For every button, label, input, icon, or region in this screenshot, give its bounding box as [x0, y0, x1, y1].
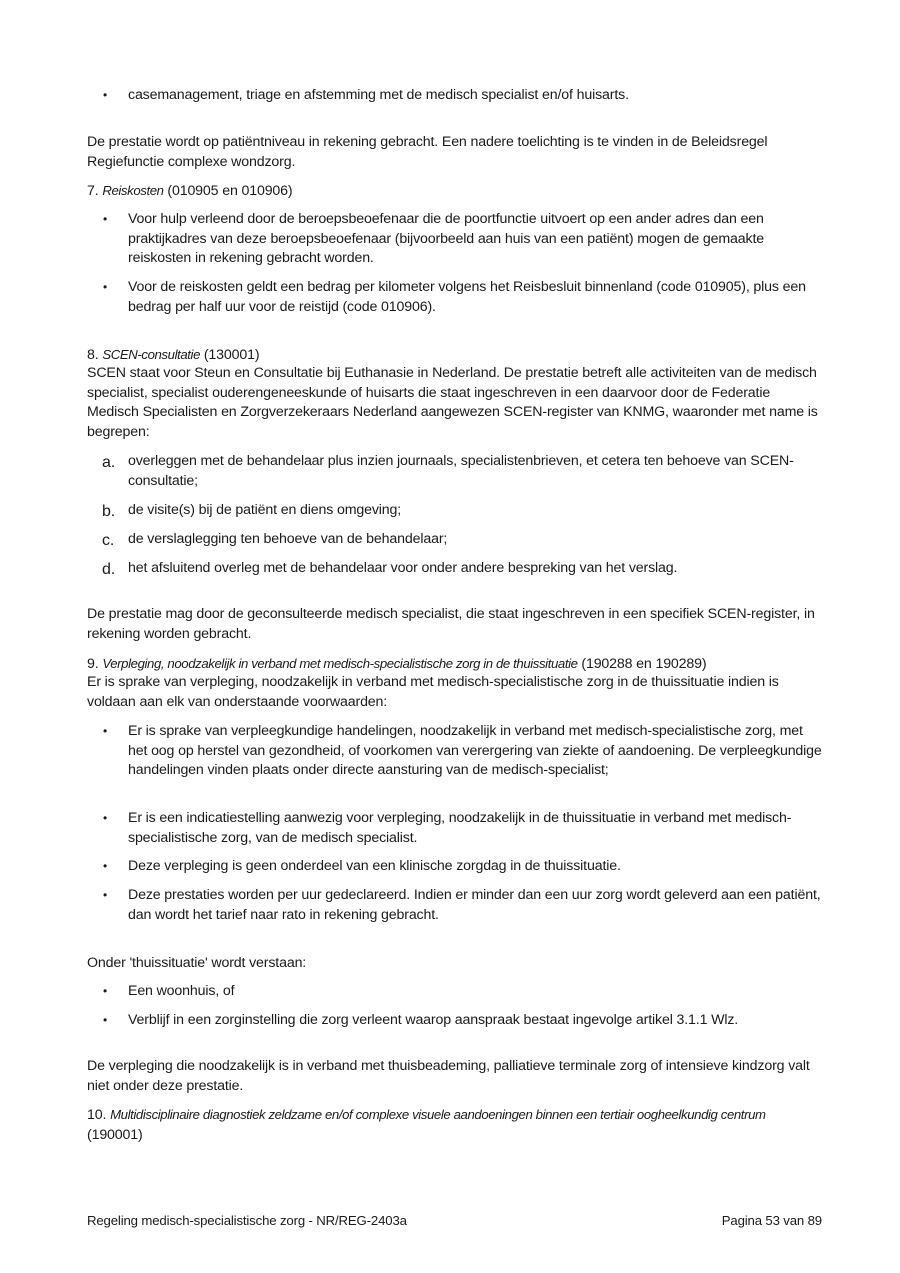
list-item: [87, 809, 822, 848]
section-number: 10.: [87, 1107, 107, 1123]
section-8-intro: SCEN staat voor Steun en Consultatie bij Euthanasie in Nederland. De prestatie betreft alle activiteiten van de medisch specialist, specialist ouderengeneeskunde of huisarts die staat ingeschreven in een daarvoor door de Federatie Medisch Specialisten en Zorgverzekeraars Nederland aangewezen SCEN-register van KNMG, waaronder met name is begrepen:: [87, 365, 818, 440]
list-item-text: Er is sprake van verpleegkundige handelingen, noodzakelijk in verband met medisch-specialistische zorg, met het oog op herstel van gezondheid, of voorkomen van verergering van ziekte of aandoening. De verpleegkundige handelingen vinden plaats onder directe aansturing van de medisch-specialist;: [128, 723, 822, 778]
section-title-prefix: SCEN-: [102, 347, 142, 362]
section-10-heading: [87, 1105, 822, 1145]
bullet-icon: •: [103, 88, 108, 102]
list-item-text: het afsluitend overleg met de behandelaar voor onder andere bespreking van het verslag.: [128, 560, 678, 576]
list-item-text: de visite(s) bij de patiënt en diens omgeving;: [128, 502, 402, 518]
section-8-heading: [87, 345, 822, 366]
bullet-icon: •: [103, 212, 108, 226]
bullet-icon: •: [103, 859, 108, 873]
list-item: [87, 982, 822, 1002]
list-marker: a.: [102, 454, 116, 471]
list-item: [87, 722, 822, 781]
list-item-text: Er is een indicatiestelling aanwezig voor verpleging, noodzakelijk in de thuissituatie in verband met medisch-specialistische zorg, van de medisch specialist.: [128, 810, 792, 846]
list-item-text: de verslaglegging ten behoeve van de behandelaar;: [128, 531, 448, 547]
bullet-icon: •: [103, 984, 108, 998]
section-9-heading: [87, 654, 822, 675]
section-title: Reiskosten: [102, 183, 164, 198]
section-codes: (190001): [87, 1126, 143, 1143]
bullet-icon: •: [103, 811, 108, 825]
list-item: [87, 1011, 822, 1031]
list-item: [87, 278, 822, 317]
list-marker: c.: [102, 532, 115, 549]
bullet-icon: •: [103, 1013, 108, 1027]
list-item: [87, 559, 822, 579]
bullet-icon: •: [103, 280, 108, 294]
list-item-text: Deze prestaties worden per uur gedeclareerd. Indien er minder dan een uur zorg wordt geleverd aan een patiënt, dan wordt het tarief naar rato in rekening gebracht.: [128, 887, 821, 923]
list-item: [87, 210, 822, 269]
section-number: 9.: [87, 656, 99, 672]
section-number: 7.: [87, 183, 99, 199]
section-title: consultatie: [141, 347, 201, 362]
list-marker: d.: [102, 561, 116, 578]
section-title: Verpleging, noodzakelijk in verband met medisch-specialistische zorg in de thuissituatie: [102, 656, 578, 671]
list-item-text: Voor de reiskosten geldt een bedrag per kilometer volgens het Reisbesluit binnenland (code 010905), plus een bedrag per half uur voor de reistijd (code 010906).: [128, 279, 806, 315]
list-item: [87, 452, 822, 491]
section-9-intro: Er is sprake van verpleging, noodzakelijk in verband met medisch-specialistische zorg in de thuissituatie indien is voldaan aan elk van onderstaande voorwaarden:: [87, 674, 779, 710]
list-item-text: overleggen met de behandelaar plus inzien journaals, specialistenbrieven, et cetera ten behoeve van SCEN-consultatie;: [128, 453, 794, 489]
footer-page-number: Pagina 53 van 89: [721, 1213, 822, 1228]
list-item-text: Deze verpleging is geen onderdeel van een klinische zorgdag in de thuissituatie.: [128, 858, 621, 874]
section-codes: (190288 en 190289): [581, 656, 707, 672]
section-number: 8.: [87, 347, 99, 363]
list-item-text: Een woonhuis, of: [128, 983, 235, 999]
footer-document-title: Regeling medisch-specialistische zorg - NR/REG-2403a: [87, 1213, 407, 1228]
list-item-text: Voor hulp verleend door de beroepsbeoefenaar die de poortfunctie uitvoert op een ander adres dan een praktijkadres van deze beroepsbeoefenaar (bijvoorbeeld aan huis van een patiënt) mogen de gemaakte reiskosten in rekening gebracht worden.: [128, 211, 764, 266]
section-7-heading: [87, 181, 822, 202]
bullet-icon: •: [103, 888, 108, 902]
section-8-closing: De prestatie mag door de geconsulteerde medisch specialist, die staat ingeschreven in een specifiek SCEN-register, in rekening worden gebracht.: [87, 606, 815, 642]
paragraph-regiefunctie: De prestatie wordt op patiëntniveau in rekening gebracht. Een nadere toelichting is te vinden in de Beleidsregel Regiefunctie complexe wondzorg.: [87, 134, 768, 170]
section-codes: (010905 en 010906): [167, 183, 293, 199]
list-item: [87, 857, 822, 877]
section-codes: (130001): [203, 347, 260, 363]
list-item: [87, 501, 822, 521]
section-9-closing: De verpleging die noodzakelijk is in verband met thuisbeademing, palliatieve terminale zorg of intensieve kindzorg valt niet onder deze prestatie.: [87, 1058, 810, 1094]
list-item: [87, 86, 822, 106]
list-item: [87, 886, 822, 925]
list-marker: b.: [102, 503, 116, 520]
bullet-icon: •: [103, 724, 108, 738]
section-title: Multidisciplinaire diagnostiek zeldzame en/of complexe visuele aandoeningen binnen een tertiair oogheelkundig centrum: [110, 1107, 766, 1122]
thuissituatie-label: Onder 'thuissituatie' wordt verstaan:: [87, 955, 307, 971]
list-item-text: Verblijf in een zorginstelling die zorg verleent waarop aanspraak bestaat ingevolge artikel 3.1.1 Wlz.: [128, 1012, 739, 1028]
list-item-text: casemanagement, triage en afstemming met de medisch specialist en/of huisarts.: [128, 87, 629, 103]
page-footer: [87, 1213, 822, 1228]
list-item: [87, 530, 822, 550]
